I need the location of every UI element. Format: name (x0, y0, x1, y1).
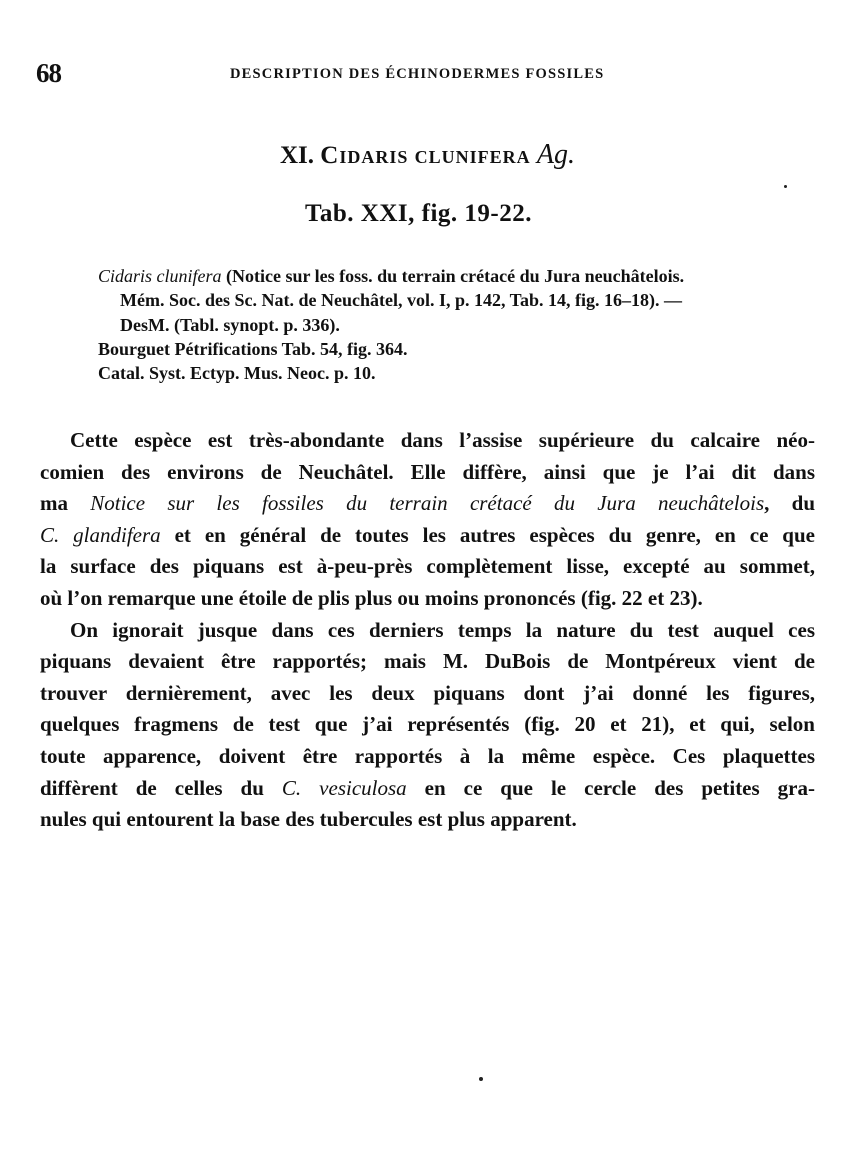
paragraph-line: où l’on remarque une étoile de plis plus ou moins prononcés (fig. 22 et 23). (40, 585, 703, 610)
reference-line: Bourguet Pétrifications Tab. 54, fig. 364. (98, 338, 408, 359)
paragraph-line: piquans devaient être rapportés; mais M. DuBois de Montpéreux vient de (40, 649, 815, 674)
reference-line: Catal. Syst. Ectyp. Mus. Neoc. p. 10. (98, 363, 376, 384)
reference-line: DesM. (Tabl. synopt. p. 336). (120, 314, 340, 335)
paragraph-line: Cette espèce est très-abondante dans l’assise supérieure du calcaire néo- (70, 428, 815, 452)
reference-line (98, 264, 818, 288)
paragraph-line: quelques fragmens de test que j’ai représentés (fig. 20 et 21), et qui, selon (40, 712, 815, 737)
text-run: ma (40, 491, 91, 516)
species-name: C. glandifera (40, 522, 161, 547)
species-number: XI. (280, 142, 315, 169)
plate-reference: Tab. XXI, fig. 19-22. (305, 200, 532, 227)
reference-text: (Notice sur les foss. du terrain crétacé du Jura neuchâtelois. (221, 266, 685, 286)
text-run: en ce que le cercle des petites gra- (406, 775, 815, 800)
synonymy-references (98, 264, 818, 385)
paragraph-line (40, 520, 815, 552)
species-epithet: clunifera (414, 142, 531, 169)
species-name: C. vesiculosa (281, 775, 407, 800)
paragraph-line: nules qui entourent la base des tubercules est plus apparent. (40, 807, 577, 832)
reference-line: Mém. Soc. des Sc. Nat. de Neuchâtel, vol. I, p. 142, Tab. 14, fig. 16–18). — (120, 290, 682, 311)
running-head: DESCRIPTION DES ÉCHINODERMES FOSSILES (230, 66, 605, 82)
paper-speck (479, 1077, 483, 1081)
paragraph-line: trouver dernièrement, avec les deux piquans dont j’ai donné les figures, (40, 680, 815, 705)
paragraph-line: la surface des piquans est à-peu-près complètement lisse, excepté au sommet, (40, 554, 815, 579)
paragraph-line: toute apparence, doivent être rapportés à la même espèce. Ces plaquettes (40, 743, 815, 768)
paragraph-line: comien des environs de Neuchâtel. Elle diffère, ainsi que je l’ai dit dans (40, 459, 815, 484)
reference-taxon: Cidaris clunifera (98, 266, 222, 286)
page-number: 68 (36, 58, 61, 88)
text-run: , du (764, 491, 816, 516)
body-text (40, 425, 815, 836)
species-genus: Cidaris (320, 142, 409, 169)
paragraph-line: On ignorait jusque dans ces derniers temps la nature du test auquel ces (70, 617, 815, 642)
species-author: Ag. (536, 139, 575, 170)
paper-speck (784, 185, 787, 188)
text-run: et en général de toutes les autres espèces du genre, en ce que (160, 522, 815, 547)
text-run: diffèrent de celles du (40, 775, 282, 800)
species-title (280, 139, 575, 171)
paragraph-line (40, 488, 815, 520)
cited-work-title: Notice sur les fossiles du terrain crétacé du Jura neuchâtelois (90, 491, 765, 516)
paragraph-line (40, 773, 815, 805)
